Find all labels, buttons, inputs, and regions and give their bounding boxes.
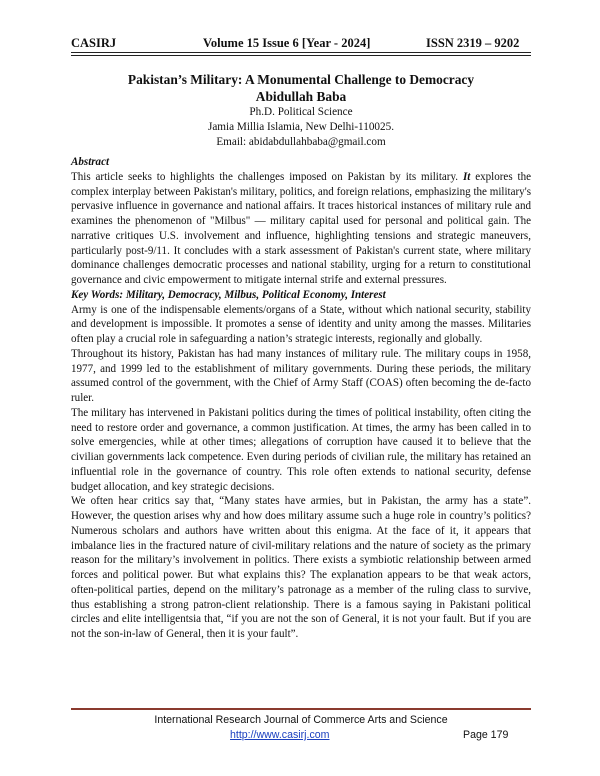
footer-journal-name: International Research Journal of Commerce Arts and Science [154,714,448,726]
article-body [71,155,531,642]
paragraph-2: Throughout its history, Pakistan has had many instances of military rule. The military coups in 1958, 1977, and 1999 led to the establishment of military governments. During these periods, the military assumed control of the government, with the Chief of Army Staff (COAS) often becoming the de-facto ruler. [71,347,531,404]
author-institution: Jamia Millia Islamia, New Delhi-110025. [207,121,394,133]
journal-abbrev: CASIRJ [71,36,117,50]
author-degree: Ph.D. Political Science [249,106,353,118]
header-rule-thin [71,55,531,56]
header-rule [71,52,531,53]
paragraph-1: Army is one of the indispensable elements/organs of a State, without which national security, stability and development is impossible. It promotes a sense of identity and unity among the masses. Militaries often play a crucial role in safeguarding a nation’s strategic interests, regionally and globally. [71,303,531,345]
abstract-text-start: This article seeks to highlights the challenges imposed on Pakistan by its military. [71,170,463,183]
abstract-text [71,170,531,288]
abstract-emphasis: It [462,170,471,183]
keywords: Key Words: Military, Democracy, Milbus, Political Economy, Interest [71,288,386,301]
author-email: Email: abidabdullahbaba@gmail.com [216,136,386,148]
abstract-text-rest: explores the complex interplay between Pakistan's military, politics, and foreign relations, emphasizing the military's pervasive influence in governance and national affairs. It traces historical instances of military rule and examines the phenomenon of "Milbus" — military capital used for personal and political gain. The narrative critiques U.S. involvement and influence, highlighting tensions and strategic maneuvers, particularly post-9/11. It concludes with a stark assessment of Pakistan's current state, where military dominance challenges democratic processes and national stability, urging for a return to constitutional governance and civic empowerment to mitigate internal strife and external pressures. [71,170,531,286]
page-number: Page 179 [463,729,509,741]
volume-issue: Volume 15 Issue 6 [Year - 2024] [203,36,371,50]
article-title: Pakistan’s Military: A Monumental Challenge to Democracy [127,72,475,87]
issn: ISSN 2319 – 9202 [426,36,520,50]
abstract-heading: Abstract [71,156,110,168]
title-block [71,71,531,150]
author-name: Abidullah Baba [255,89,347,104]
paragraph-4: We often hear critics say that, “Many states have armies, but in Pakistan, the army has a state”. However, the question arises why and how does military assume such a huge role in country’s politics? Numerous scholars and authors have written about this enigma. At the face of it, it appears that imbalance lies in the fractured nature of civil-military relations and the nature of society as the primary reason for the military’s involvement in politics. There exists a symbiotic relationship between armed forces and political power. But what explains this? The explanation appears to be that weak actors, often-political parties, depend on the military’s patronage as a member of the ruling class to survive, thus establishing a strong patron-client relationship. There is a famous saying in Pakistani political circles and elite intelligentsia that, “if you are not the son of General, it is not your fault. But if you are not the son-in-law of General, then it is your fault”. [71,495,531,640]
footer-rule [71,708,531,710]
journal-website-link[interactable]: http://www.casirj.com [230,729,330,741]
paragraph-3: The military has intervened in Pakistani politics during the times of political instability, often citing the need to restore order and governance, a common justification. At times, the army has been called in to solve emergencies, while at other times; allegations of corruption have caused it to believe that the civilian governments lack competence. Even during periods of civilian rule, the military has retained an influential role in the governance of country. This role often extends to national security, defense budget allocation, and key strategic decisions. [71,406,531,493]
